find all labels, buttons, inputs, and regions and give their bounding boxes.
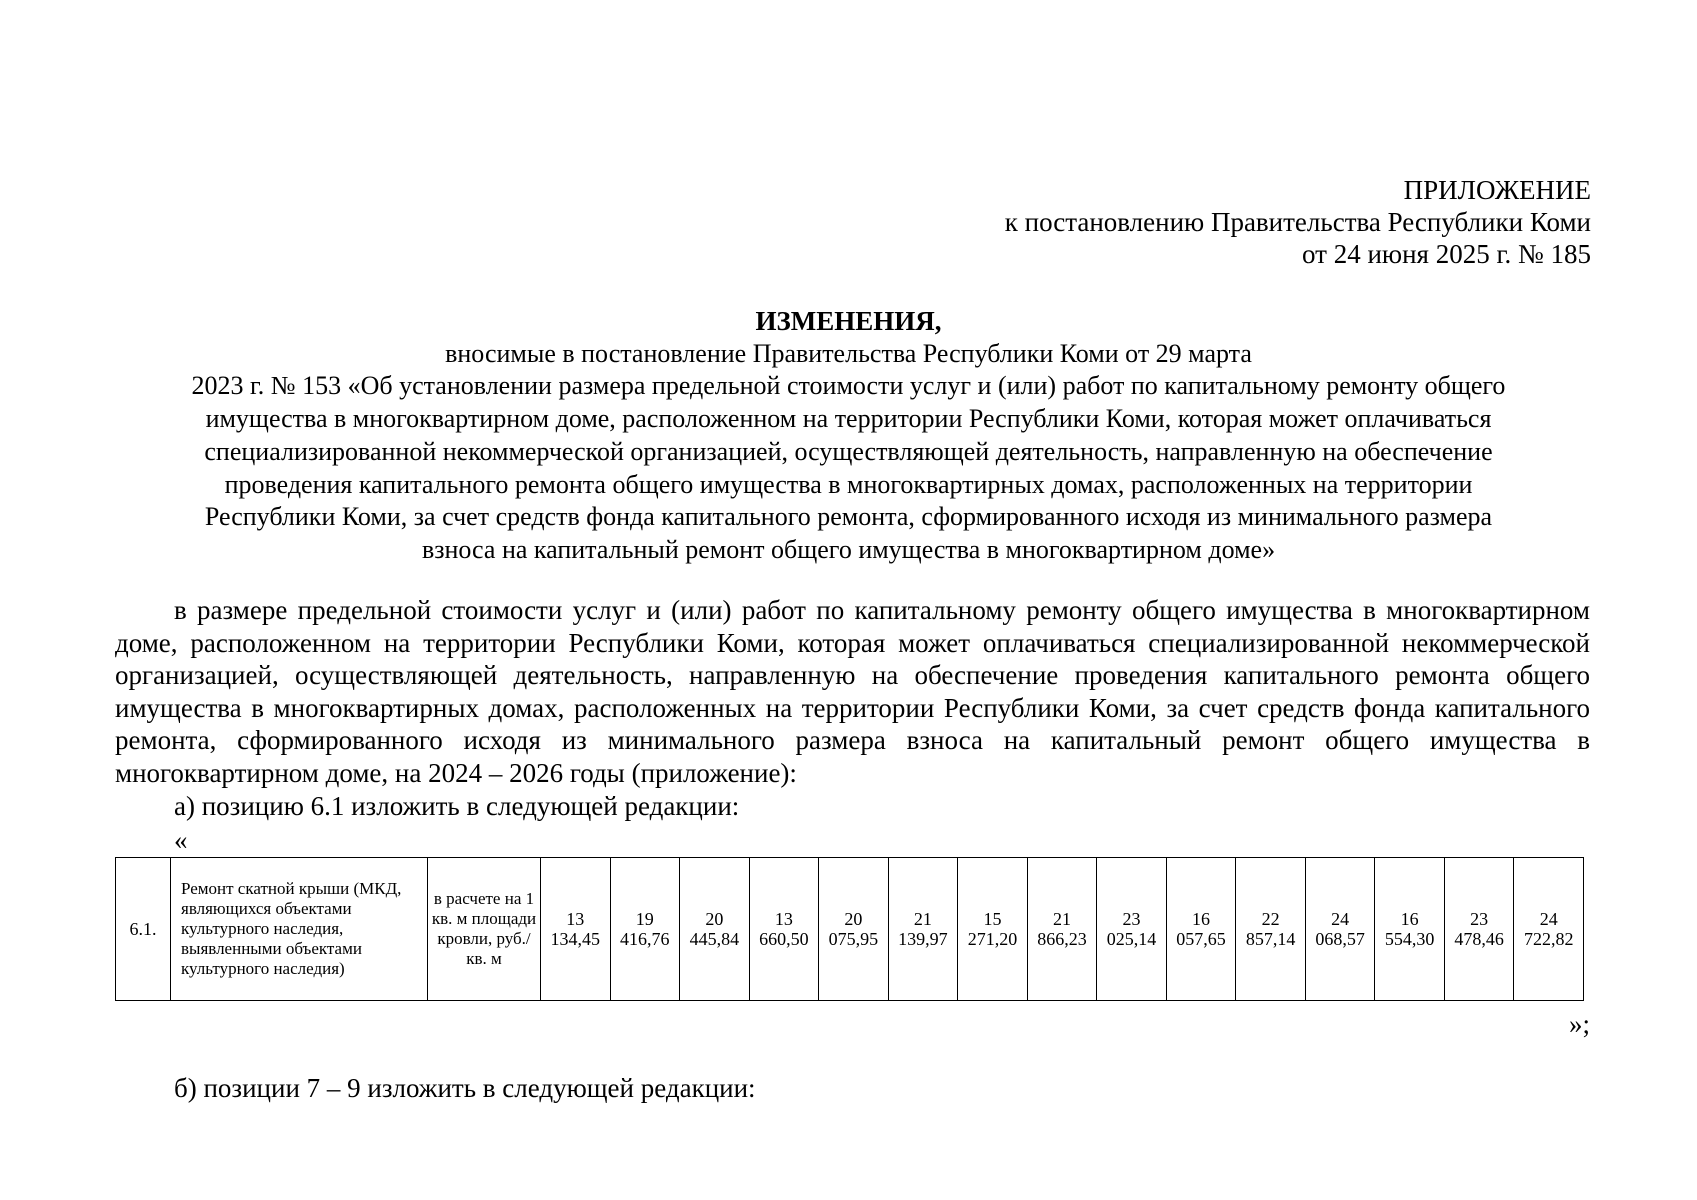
value-cell: 23 478,46 [1444, 858, 1514, 1001]
value-cell: 24 068,57 [1305, 858, 1375, 1001]
changes-title-block [106, 305, 1591, 567]
position-name: Ремонт скатной крыши (МКД, являющихся объектами культурного наследия, выявленными объектами культурного наследия) [171, 858, 428, 1001]
value-cell: 20 445,84 [680, 858, 750, 1001]
appendix-header [1005, 174, 1591, 270]
value-cell: 16 554,30 [1375, 858, 1445, 1001]
value-cell: 19 416,76 [610, 858, 680, 1001]
value-cell: 16 057,65 [1166, 858, 1236, 1001]
changes-subtitle-line-6: Республики Коми, за счет средств фонда капитального ремонта, сформированного исходя из минимального размера [204, 502, 1493, 532]
changes-subtitle-line-5: проведения капитального ремонта общего имущества в многоквартирных домах, расположенных на территории [224, 469, 1473, 499]
body-paragraph: в размере предельной стоимости услуг и (или) работ по капитальному ремонту общего имущества в многоквартирном доме, расположенном на территории Республики Коми, которая может оплачиваться специализированной некоммерческой организацией, осуществляющей деятельность, направленную на обеспечение проведения капитального ремонта общего имущества в многоквартирных домах, расположенных на территории Республики Коми, за счет средств фонда капитального ремонта, сформированного исходя из минимального размера взноса на капитальный ремонт общего имущества в многоквартирном доме, на 2024 – 2026 годы (приложение): [115, 595, 1590, 788]
appendix-resolution-line: к постановлению Правительства Республики Коми [1004, 207, 1591, 237]
value-cell: 21 139,97 [888, 858, 958, 1001]
open-quote: « [174, 825, 188, 855]
position-number: 6.1. [116, 858, 171, 1001]
value-cell: 23 025,14 [1097, 858, 1167, 1001]
table-row [116, 858, 1584, 1001]
value-cell: 13 134,45 [541, 858, 611, 1001]
changes-subtitle-line-1: вносимые в постановление Правительства Республики Коми от 29 марта [445, 338, 1252, 368]
changes-subtitle-line-3: имущества в многоквартирном доме, расположенном на территории Республики Коми, которая может оплачиваться [205, 404, 1492, 434]
position-unit: в расчете на 1 кв. м площади кровли, руб./кв. м [428, 858, 541, 1001]
position-table [115, 857, 1584, 1001]
changes-subtitle-line-7: взноса на капитальный ремонт общего имущества в многоквартирном доме» [421, 534, 1276, 564]
value-cell: 13 660,50 [749, 858, 819, 1001]
item-b: б) позиции 7 – 9 изложить в следующей редакции: [174, 1073, 756, 1103]
value-cell: 15 271,20 [958, 858, 1028, 1001]
close-quote: »; [1568, 1009, 1590, 1039]
appendix-title: ПРИЛОЖЕНИЕ [1403, 175, 1591, 205]
value-cell: 22 857,14 [1236, 858, 1306, 1001]
changes-subtitle-line-4: специализированной некоммерческой организацией, осуществляющей деятельность, направленную на обеспечение [204, 436, 1493, 466]
appendix-date-line: от 24 июня 2025 г. № 185 [1302, 239, 1591, 269]
value-cell: 20 075,95 [819, 858, 889, 1001]
value-cell: 21 866,23 [1027, 858, 1097, 1001]
changes-subtitle-line-2: 2023 г. № 153 «Об установлении размера предельной стоимости услуг и (или) работ по капитальному ремонту общего [191, 371, 1506, 401]
item-a: а) позицию 6.1 изложить в следующей редакции: [174, 791, 740, 821]
changes-heading: ИЗМЕНЕНИЯ, [755, 306, 942, 336]
value-cell: 24 722,82 [1514, 858, 1584, 1001]
